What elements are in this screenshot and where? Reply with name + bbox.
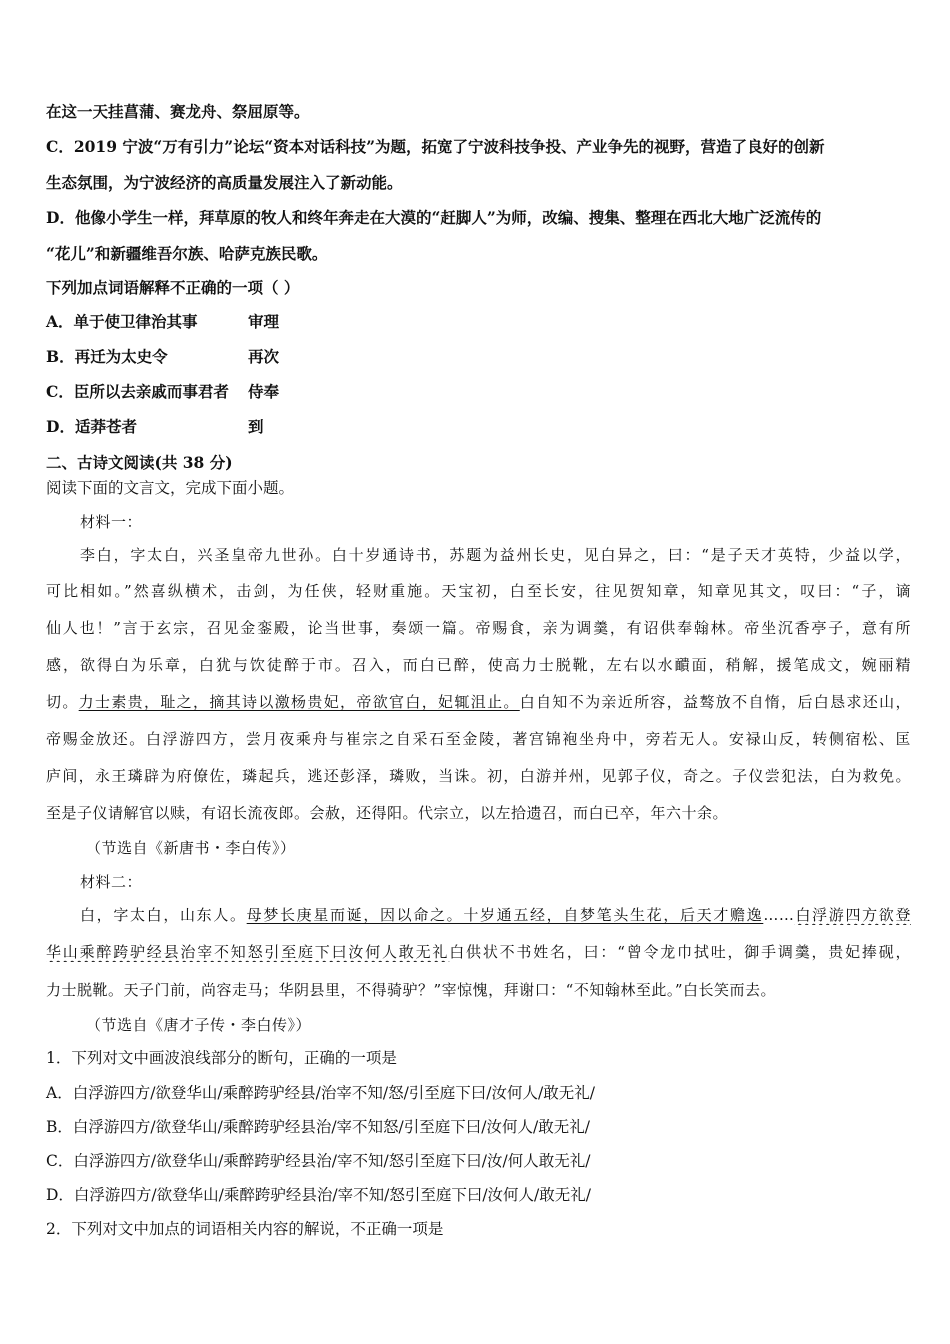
underlined-sentence: 力士素贵，耻之，摘其诗以激杨贵妃，帝欲官白，妃辄沮止。 (78, 693, 520, 711)
passage-text: 李白，字太白，兴圣皇帝九世孙。白十岁通诗书，苏题为益州长史，见白异之，曰：“是子天才英特，少益以学， (80, 546, 911, 564)
section-heading: 二、古诗文阅读(共 38 分) (46, 453, 233, 472)
question-stem: 下列加点词语解释不正确的一项（ ） (46, 278, 300, 297)
text-line: 在这一天挂菖蒲、赛龙舟、祭屈原等。 (46, 102, 310, 121)
passage-text: 可比相如。”然喜纵横术，击剑，为任侠，轻财重施。天宝初，白至长安，往见贺知章，知章见其文，叹曰：“子，谪 (46, 582, 911, 600)
answer-option-b: B．白浮游四方/欲登华山/乘醉跨驴经县治/宰不知怒/引至庭下曰/汝何人/敢无礼/ (46, 1118, 590, 1136)
option-gloss: 侍奉 (248, 382, 280, 401)
option-gloss: 再次 (248, 347, 280, 366)
passage-line (46, 729, 911, 749)
wavy-underlined-text: 华山乘醉跨驴经县治宰不知怒引至庭下曰汝何人敢无礼 (46, 943, 450, 961)
passage-fragment: 白，字太白，山东人。 (80, 906, 247, 924)
passage-text: 帝赐金放还。白浮游四方，尝月夜乘舟与崔宗之自采石至金陵，著宫锦袍坐舟中，旁若无人。安禄山反，转侧宿松、匡 (46, 730, 911, 748)
passage-line: 力士脱靴。天子门前，尚容走马；华阴县里，不得骑驴？”宰惊愧，拜谢口：“不知翰林至此。”白长笑而去。 (46, 981, 777, 999)
material-label: 材料二： (80, 873, 143, 891)
passage-line (46, 581, 911, 601)
passage-text: 仙人也！”言于玄宗，召见金銮殿，论当世事，奏颂一篇。帝赐食，亲为调羹，有诏供奉翰林。帝坐沉香亭子，意有所 (46, 619, 911, 637)
passage-line (46, 692, 911, 712)
source-note: （节选自《唐才子传・李白传》） (86, 1016, 312, 1034)
question-stem: 1．下列对文中画波浪线部分的断句，正确的一项是 (46, 1049, 397, 1067)
option-c-line: C．2019 宁波“万有引力”论坛“资本对话科技”为题，拓宽了宁波科技争投、产业争先的视野，营造了良好的创新 (46, 137, 825, 156)
passage-line: 至是子仪请解官以赎，有诏长流夜郎。会赦，还得阳。代宗立，以左拾遗召，而白已卒，年六十余。 (46, 804, 729, 822)
passage-text: 庐间，永王璘辟为府僚佐，璘起兵，逃还彭泽，璘败，当诛。初，白游并州，见郭子仪，奇之。子仪尝犯法，白为救免。 (46, 767, 911, 785)
interpret-option (46, 347, 279, 367)
passage-fragment: 白供状不书姓名，曰：“曾令龙巾拭吐，御手调羹，贵妃捧砚， (449, 943, 911, 961)
section-instruction: 阅读下面的文言文，完成下面小题。 (46, 479, 295, 497)
underlined-sentence: 母梦长庚星而诞，因以命之。十岁通五经，自梦笔头生花，后天才赡逸 (246, 906, 764, 924)
option-gloss: 到 (248, 417, 264, 436)
passage-line (46, 942, 911, 962)
material-label: 材料一： (80, 513, 143, 531)
option-d-line: D．他像小学生一样，拜草原的牧人和终年奔走在大漠的“赶脚人”为师，改编、搜集、整理在西北大地广泛流传的 (46, 208, 822, 227)
interpret-option (46, 382, 279, 402)
passage-fragment: 切。 (46, 693, 79, 711)
question-stem: 2．下列对文中加点的词语相关内容的解说，不正确一项是 (46, 1220, 444, 1238)
option-text: B．再迁为太史令 (46, 347, 168, 366)
option-text: C．臣所以去亲戚而事君者 (46, 382, 229, 401)
source-note: （节选自《新唐书・李白传》） (86, 839, 296, 857)
passage-text (46, 692, 911, 712)
passage-fragment: …… (763, 906, 795, 924)
answer-option-a: A．白浮游四方/欲登华山/乘醉跨驴经县/治宰不知/怒/引至庭下曰/汝何人/敢无礼/ (46, 1084, 595, 1102)
passage-fragment: 白自知不为亲近所容，益骜放不自惰，后白恳求还山， (519, 693, 911, 711)
passage-line (46, 766, 911, 786)
interpret-option (46, 312, 279, 332)
passage-line (46, 618, 911, 638)
passage-line (46, 905, 911, 925)
passage-text: 感，欲得白为乐章，白犹与饮徒醉于市。召入，而白已醉，使高力士脱靴，左右以水靧面，稍解，援笔成文，婉丽精 (46, 656, 911, 674)
option-gloss: 审理 (248, 312, 280, 331)
passage-line (46, 545, 911, 565)
option-text: A．单于使卫律治其事 (46, 312, 198, 331)
option-text: D．适莽苍者 (46, 417, 137, 436)
passage-text (46, 942, 911, 962)
passage-line (46, 655, 911, 675)
answer-option-c: C．白浮游四方/欲登华山/乘醉跨驴经县治/宰不知/怒引至庭下曰/汝/何人敢无礼/ (46, 1152, 591, 1170)
passage-text (46, 905, 911, 925)
answer-option-d: D．白浮游四方/欲登华山/乘醉跨驴经县治/宰不知/怒引至庭下曰/汝何人/敢无礼/ (46, 1186, 591, 1204)
wavy-underlined-text: 白浮游四方欲登 (794, 906, 911, 924)
option-c-line: 生态氛围，为宁波经济的高质量发展注入了新动能。 (46, 173, 403, 192)
interpret-option (46, 417, 264, 437)
option-d-line: “花儿”和新疆维吾尔族、哈萨克族民歌。 (46, 244, 328, 263)
